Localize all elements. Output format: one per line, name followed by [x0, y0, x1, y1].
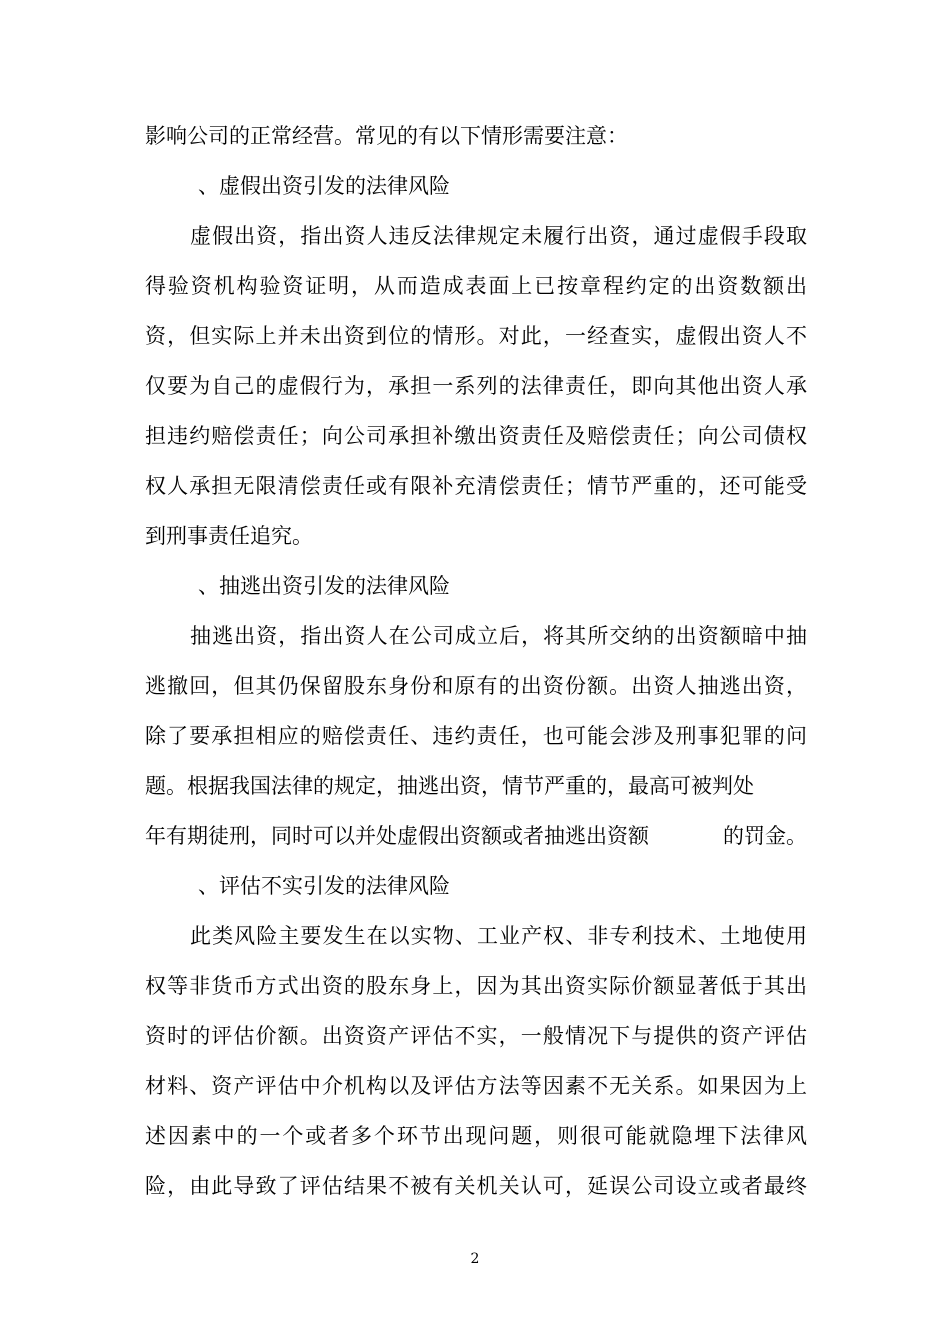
paragraph-line: 影响公司的正常经营。常见的有以下情形需要注意： [145, 124, 628, 148]
paragraph-line: 材料、资产评估中介机构以及评估方法等因素不无关系。如果因为上 [145, 1074, 807, 1098]
paragraph-line-end: 的罚金。 [723, 824, 807, 848]
paragraph-line: 述因素中的一个或者多个环节出现问题，则很可能就隐埋下法律风 [145, 1124, 807, 1148]
paragraph-line: 权人承担无限清偿责任或有限补充清偿责任；情节严重的，还可能受 [145, 474, 807, 498]
paragraph-line: 担违约赔偿责任；向公司承担补缴出资责任及赔偿责任；向公司债权 [145, 424, 807, 448]
section-heading-capital-withdrawal: 、抽逃出资引发的法律风险 [198, 574, 450, 598]
paragraph-line-start: 年有期徒刑，同时可以并处虚假出资额或者抽逃出资额 [145, 824, 649, 848]
paragraph-line: 资时的评估价额。出资资产评估不实，一般情况下与提供的资产评估 [145, 1024, 807, 1048]
paragraph-line: 仅要为自己的虚假行为，承担一系列的法律责任，即向其他出资人承 [145, 374, 807, 398]
paragraph-line: 除了要承担相应的赔偿责任、违约责任，也可能会涉及刑事犯罪的问 [145, 724, 807, 748]
paragraph-line: 逃撤回，但其仍保留股东身份和原有的出资份额。出资人抽逃出资， [145, 674, 807, 698]
section-heading-inaccurate-valuation: 、评估不实引发的法律风险 [198, 874, 450, 898]
paragraph-line: 虚假出资，指出资人违反法律规定未履行出资，通过虚假手段取 [190, 224, 807, 248]
section-heading-false-capital: 、虚假出资引发的法律风险 [198, 174, 450, 198]
page-number: 2 [470, 1251, 480, 1267]
paragraph-line: 题。根据我国法律的规定，抽逃出资，情节严重的，最高可被判处 [145, 774, 754, 798]
paragraph-line: 抽逃出资，指出资人在公司成立后，将其所交纳的出资额暗中抽 [190, 624, 807, 648]
paragraph-line: 此类风险主要发生在以实物、工业产权、非专利技术、土地使用 [190, 924, 807, 948]
paragraph-line: 资，但实际上并未出资到位的情形。对此，一经查实，虚假出资人不 [145, 324, 807, 348]
paragraph-line: 权等非货币方式出资的股东身上，因为其出资实际价额显著低于其出 [145, 974, 807, 998]
paragraph-line-with-gap [145, 821, 807, 851]
paragraph-line: 得验资机构验资证明，从而造成表面上已按章程约定的出资数额出 [145, 274, 807, 298]
paragraph-line: 到刑事责任追究。 [145, 524, 313, 548]
paragraph-line: 险，由此导致了评估结果不被有关机关认可，延误公司设立或者最终 [145, 1174, 807, 1198]
